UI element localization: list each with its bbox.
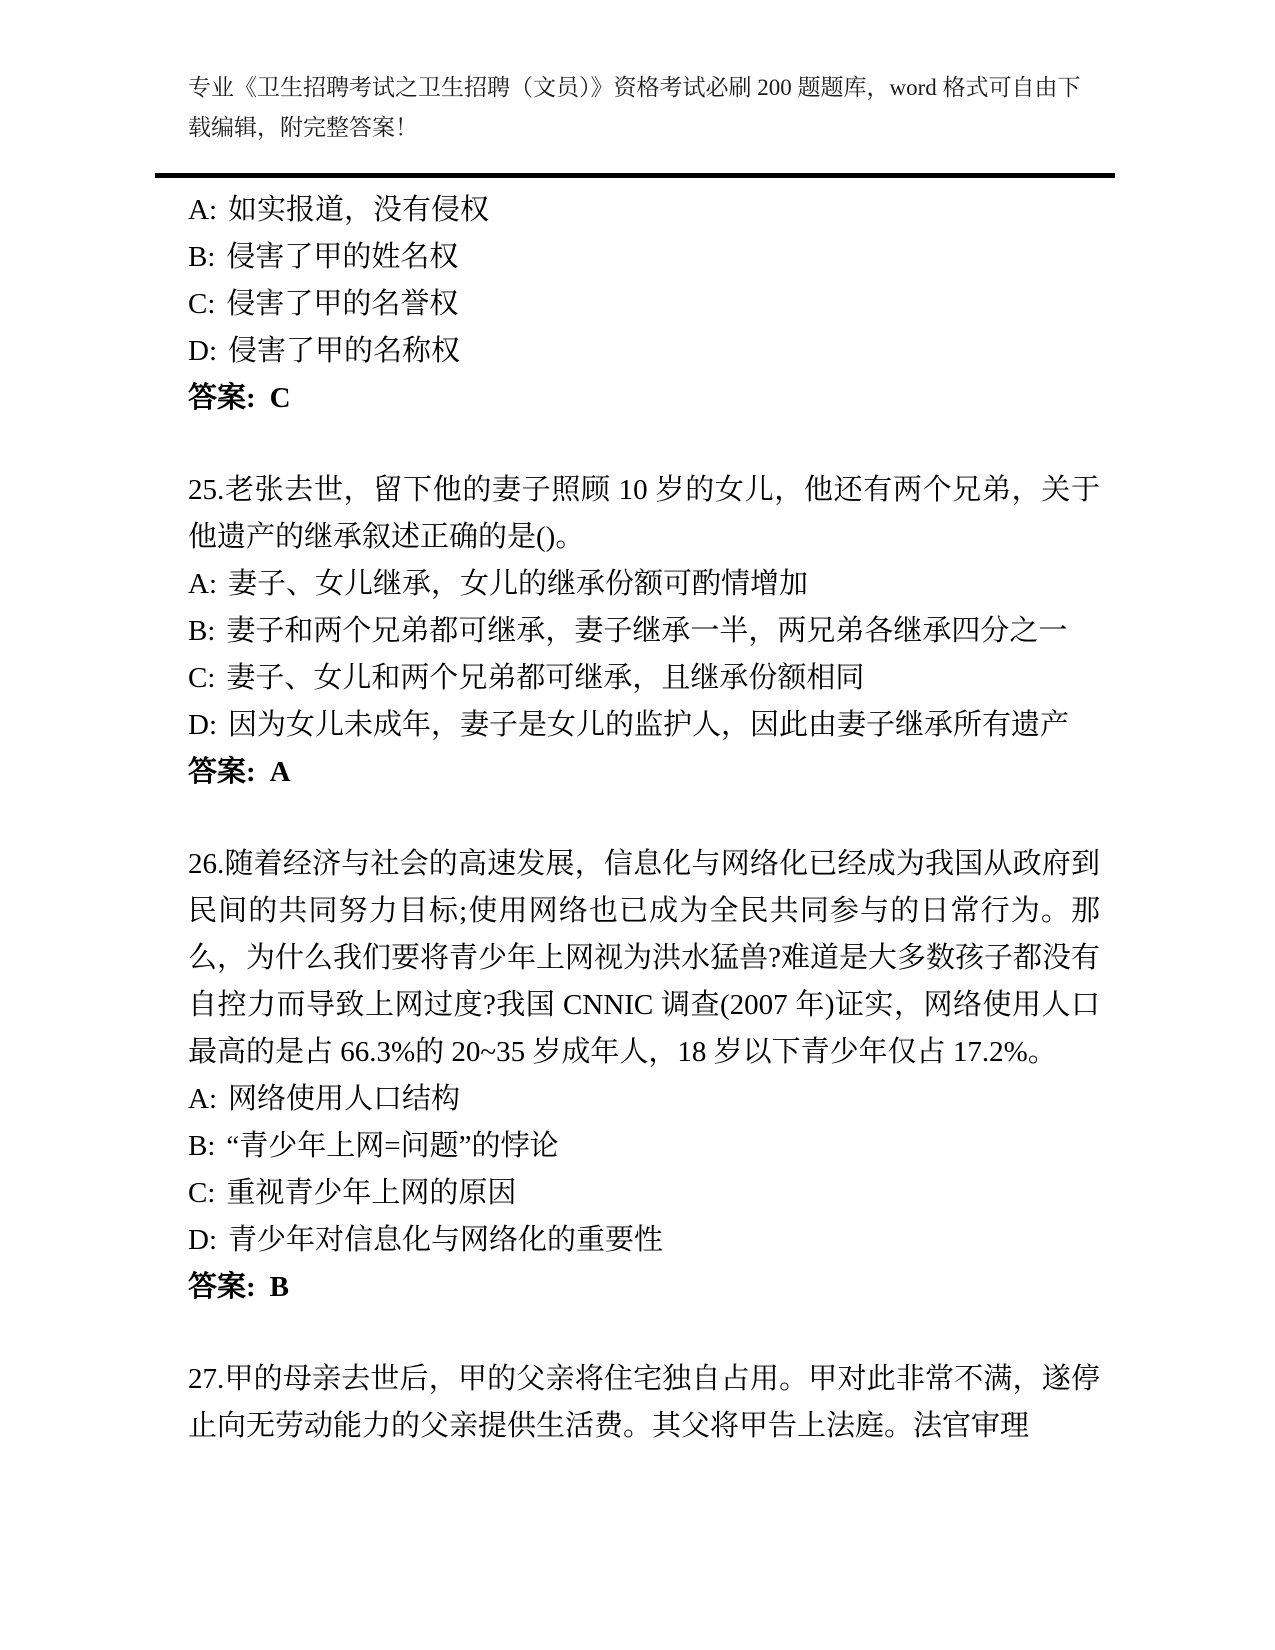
answer-label: 答案: <box>188 756 256 788</box>
question-list <box>188 178 1100 1450</box>
answer-value: C <box>269 382 291 414</box>
answer-value: A <box>269 756 291 788</box>
option-line <box>188 1217 1100 1264</box>
question-stem: 27.甲的母亲去世后，甲的父亲将住宅独自占用。甲对此非常不满，遂停止向无劳动能力的父亲提供生活费。其父将甲告上法庭。法官审理 <box>188 1363 1100 1442</box>
option-text: 侵害了甲的名誉权 <box>226 288 459 320</box>
option-text: 侵害了甲的名称权 <box>228 335 461 367</box>
option-text: 如实报道，没有侵权 <box>228 194 490 226</box>
answer-label: 答案: <box>188 1271 256 1303</box>
answer-line <box>188 375 1100 422</box>
answer-label: 答案: <box>188 382 256 414</box>
option-label: C: <box>188 662 216 694</box>
option-label: C: <box>188 1177 216 1209</box>
option-text: 因为女儿未成年，妻子是女儿的监护人，因此由妻子继承所有遗产 <box>228 709 1070 741</box>
option-label: D: <box>188 709 217 741</box>
option-label: D: <box>188 335 217 367</box>
option-text: 重视青少年上网的原因 <box>226 1177 517 1209</box>
option-label: B: <box>188 1130 216 1162</box>
option-text: 侵害了甲的姓名权 <box>226 241 459 273</box>
option-line <box>188 1123 1100 1170</box>
answer-line <box>188 749 1100 796</box>
option-text: 妻子和两个兄弟都可继承，妻子继承一半，两兄弟各继承四分之一 <box>226 615 1068 647</box>
option-text: 妻子、女儿继承，女儿的继承份额可酌情增加 <box>228 568 809 600</box>
option-line <box>188 655 1100 702</box>
option-line <box>188 281 1100 328</box>
option-label: C: <box>188 288 216 320</box>
option-text: “青少年上网=问题”的悖论 <box>226 1130 559 1162</box>
option-label: B: <box>188 241 216 273</box>
option-line <box>188 234 1100 281</box>
option-label: A: <box>188 194 217 226</box>
question-stem: 25.老张去世，留下他的妻子照顾 10 岁的女儿，他还有两个兄弟，关于他遗产的继承叙述正确的是()。 <box>188 474 1100 553</box>
answer-value: B <box>269 1271 290 1303</box>
option-line <box>188 187 1100 234</box>
option-text: 妻子、女儿和两个兄弟都可继承，且继承份额相同 <box>226 662 865 694</box>
option-line <box>188 702 1100 749</box>
option-line <box>188 328 1100 375</box>
question-block-24 <box>188 187 1100 422</box>
question-block-26 <box>188 841 1100 1311</box>
option-label: B: <box>188 615 216 647</box>
option-label: D: <box>188 1224 217 1256</box>
option-text: 青少年对信息化与网络化的重要性 <box>228 1224 664 1256</box>
question-stem: 26.随着经济与社会的高速发展，信息化与网络化已经成为我国从政府到民间的共同努力目标;使用网络也已成为全民共同参与的日常行为。那么，为什么我们要将青少年上网视为洪水猛兽?难道是大多数孩子都没有自控力而导致上网过度?我国 CNNIC 调查(2007 年)证实，网络使用人口最高的是占 66.3%的 20~35 岁成年人，18 岁以下青少年仅占 17.2%。 <box>188 848 1100 1068</box>
option-text: 网络使用人口结构 <box>228 1083 461 1115</box>
option-line <box>188 561 1100 608</box>
question-block-25 <box>188 467 1100 796</box>
option-label: A: <box>188 568 217 600</box>
answer-line <box>188 1264 1100 1311</box>
option-line <box>188 1170 1100 1217</box>
page-header <box>188 0 1100 178</box>
header-note: 专业《卫生招聘考试之卫生招聘（文员）》资格考试必刷 200 题题库，word 格式可自由下载编辑，附完整答案！ <box>188 75 1081 140</box>
option-line <box>188 608 1100 655</box>
option-label: A: <box>188 1083 217 1115</box>
option-line <box>188 1076 1100 1123</box>
question-block-27 <box>188 1356 1100 1450</box>
